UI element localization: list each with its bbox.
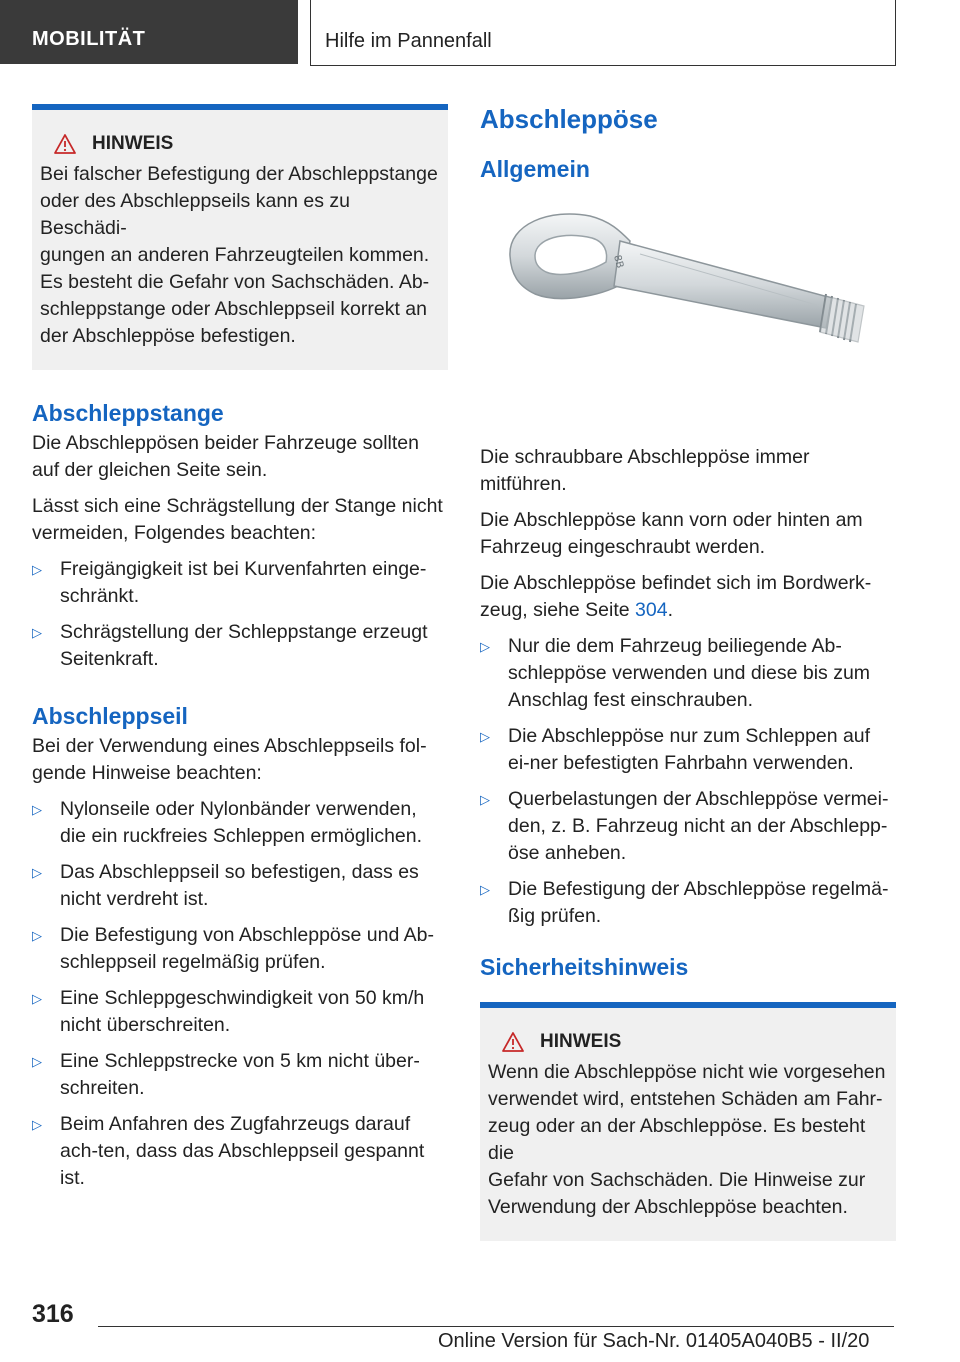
heading-abschleppoese: Abschleppöse [480,104,658,134]
heading-abschleppseil: Abschleppseil [32,703,188,729]
left-column [32,104,448,1201]
heading-abschleppstange: Abschleppstange [32,400,224,426]
list-item [480,723,896,777]
tow-eye-figure [480,186,896,436]
notice-line: Bei falscher Befestigung der Abschleppstange [40,163,438,185]
warning-icon [502,1032,524,1052]
notice-line: zeug oder an der Abschleppöse. Es besteht die [488,1115,866,1164]
notice-line: Gefahr von Sachschäden. Die Hinweise zur [488,1169,866,1191]
notice-header [40,130,440,157]
triangle-bullet-icon: ▷ [32,865,42,880]
list-item-text: Die Befestigung von Abschleppöse und Ab-schleppseil regelmäßig prüfen. [60,924,435,973]
notice-box [32,104,448,370]
notice-line: Es besteht die Gefahr von Sachschäden. Ab- [40,271,430,293]
list-item-text: Nur die dem Fahrzeug beiliegende Ab-schleppöse verwenden und diese bis zum Anschlag fest einschrauben. [508,635,871,711]
heading-allgemein: Allgemein [480,156,590,182]
list-item-text: Die Abschleppöse nur zum Schleppen auf ei-ner befestigten Fahrbahn verwenden. [508,725,871,774]
triangle-bullet-icon: ▷ [32,928,42,943]
triangle-bullet-icon: ▷ [32,991,42,1006]
triangle-bullet-icon: ▷ [32,625,42,640]
triangle-bullet-icon: ▷ [480,792,490,807]
triangle-bullet-icon: ▷ [32,1054,42,1069]
list-item [32,859,448,913]
list-item [32,1111,448,1192]
bullet-list [32,556,448,673]
notice-line: oder des Abschleppseils kann es zu Beschädi- [40,190,351,239]
list-item-text: Beim Anfahren des Zugfahrzeugs darauf ach-ten, dass das Abschleppseil gespannt ist. [60,1113,425,1189]
notice-header [488,1028,888,1055]
notice-title: HINWEIS [540,1031,622,1052]
triangle-bullet-icon: ▷ [480,639,490,654]
list-item-text: Das Abschleppseil so befestigen, dass es nicht verdreht ist. [60,861,419,910]
list-item [32,1048,448,1102]
footer-version-text: Online Version für Sach-Nr. 01405A040B5 - II/20 [438,1330,870,1352]
bullet-list [480,633,896,930]
tow-eye-illustration [480,186,896,436]
paragraph-text: Die Abschleppöse befindet sich im Bordwerk-zeug, siehe Seite [480,572,872,621]
list-item [480,876,896,930]
list-item-text: Die Befestigung der Abschleppöse regelmä-ßig prüfen. [508,878,889,927]
warning-icon [54,134,76,154]
list-item [32,619,448,673]
notice-line: Wenn die Abschleppöse nicht wie vorgesehen [488,1061,886,1083]
list-item-text: Querbelastungen der Abschleppöse vermei-den, z. B. Fahrzeug nicht an der Abschlepp-öse anheben. [508,788,889,864]
section-title: MOBILITÄT [32,28,146,50]
section-tab [0,0,298,64]
triangle-bullet-icon: ▷ [480,882,490,897]
paragraph-with-link [480,570,896,624]
paragraph-text: . [667,599,673,621]
chapter-title: Hilfe im Pannenfall [325,30,492,52]
footer-divider [98,1326,894,1327]
notice-line: schleppstange oder Abschleppseil korrekt an [40,298,427,320]
list-item-text: Freigängigkeit ist bei Kurvenfahrten einge-schränkt. [60,558,427,607]
triangle-bullet-icon: ▷ [32,1117,42,1132]
list-item [32,922,448,976]
notice-line: verwendet wird, entstehen Schäden am Fahr- [488,1088,883,1110]
list-item-text: Eine Schleppstrecke von 5 km nicht über-schreiten. [60,1050,420,1099]
notice-line: Verwendung der Abschleppöse beachten. [488,1196,848,1218]
paragraph: Die schraubbare Abschleppöse immer mitführen. [480,446,810,495]
triangle-bullet-icon: ▷ [32,802,42,817]
notice-title: HINWEIS [92,133,174,154]
list-item-text: Eine Schleppgeschwindigkeit von 50 km/h nicht überschreiten. [60,987,425,1036]
notice-box [480,1002,896,1241]
paragraph: Bei der Verwendung eines Abschleppseils fol-gende Hinweise beachten: [32,735,427,784]
list-item [32,556,448,610]
list-item-text: Schrägstellung der Schleppstange erzeugt Seitenkraft. [60,621,428,670]
paragraph: Die Abschleppöse kann vorn oder hinten am Fahrzeug eingeschraubt werden. [480,509,863,558]
paragraph: Lässt sich eine Schrägstellung der Stange nicht vermeiden, Folgendes beachten: [32,495,443,544]
list-item-text: Nylonseile oder Nylonbänder verwenden, die ein ruckfreies Schleppen ermöglichen. [60,798,423,847]
heading-sicherheitshinweis: Sicherheitshinweis [480,954,689,980]
triangle-bullet-icon: ▷ [480,729,490,744]
list-item [32,985,448,1039]
notice-line: der Abschleppöse befestigen. [40,325,296,347]
chapter-box [310,0,896,66]
triangle-bullet-icon: ▷ [32,562,42,577]
notice-line: gungen an anderen Fahrzeugteilen kommen. [40,244,430,266]
paragraph: Die Abschleppösen beider Fahrzeuge sollten auf der gleichen Seite sein. [32,432,420,481]
list-item [480,786,896,867]
page-number: 316 [32,1300,74,1328]
bullet-list [32,796,448,1192]
list-item [480,633,896,714]
svg-text:8B: 8B [611,253,626,270]
list-item [32,796,448,850]
right-column [480,104,896,1241]
page-link[interactable]: 304 [635,599,668,621]
